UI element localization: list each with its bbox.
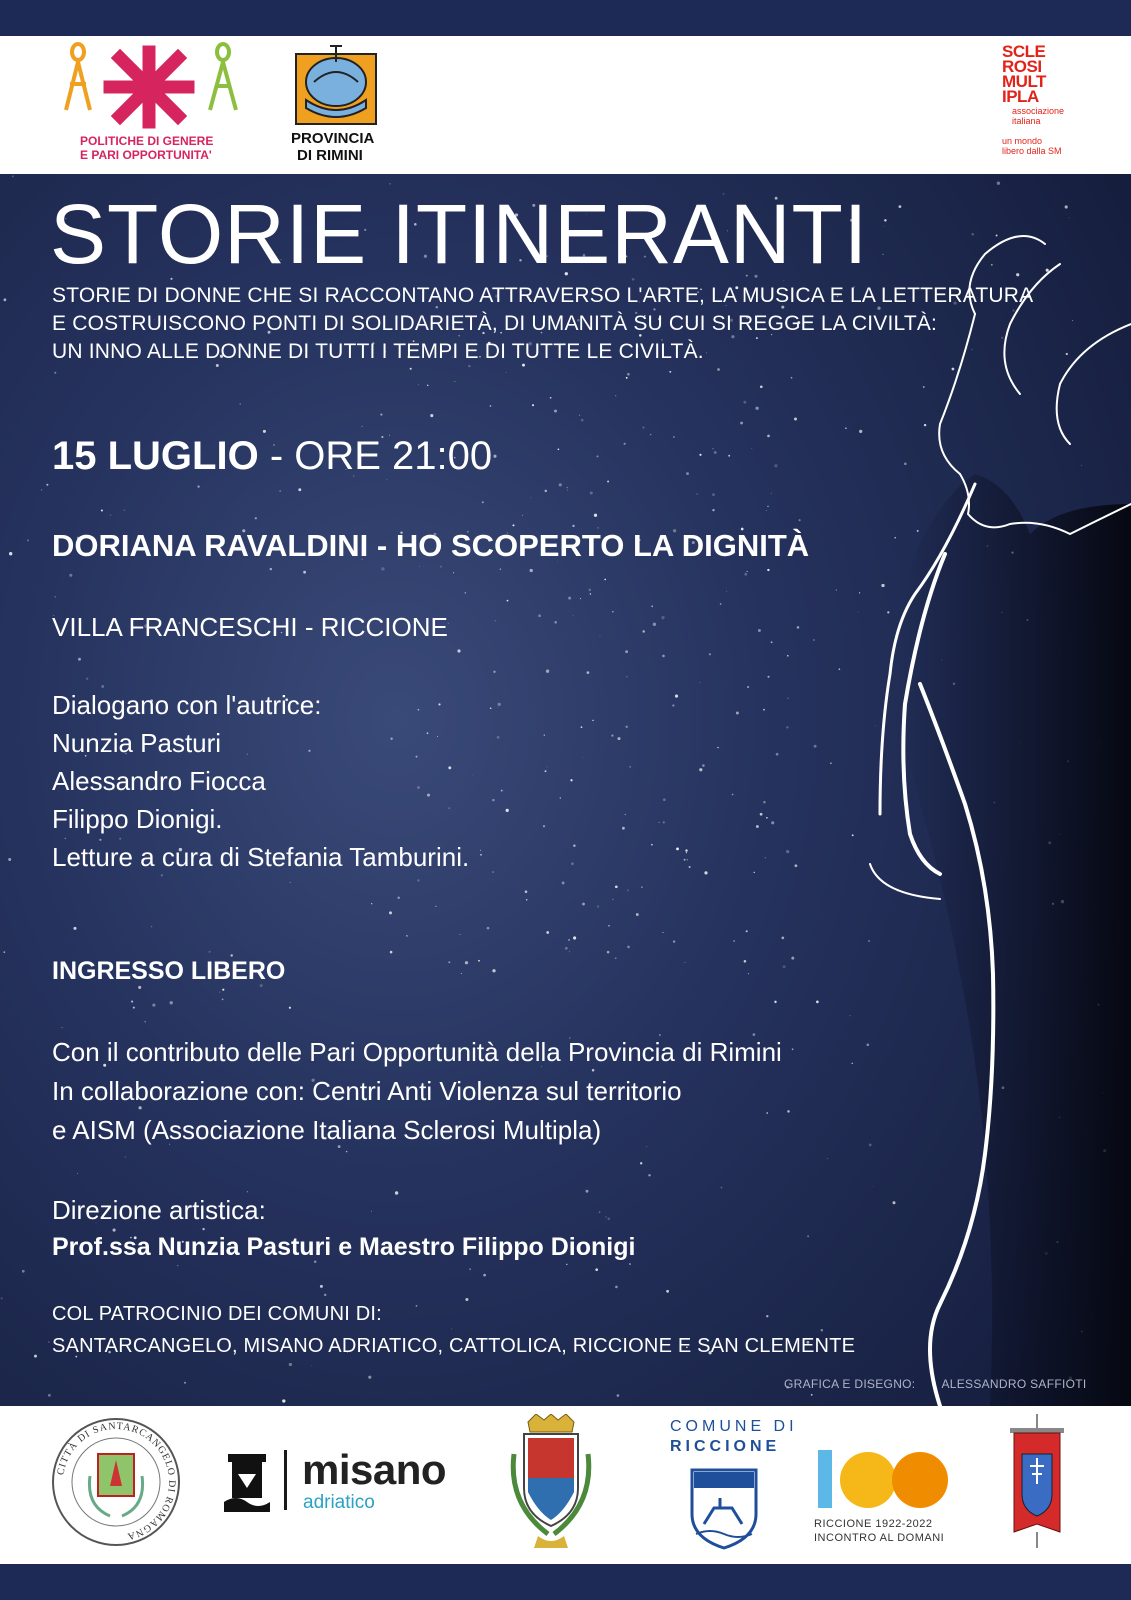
riccione-line-1: COMUNE DI <box>670 1418 798 1435</box>
santarcangelo-ring-text: CITTÀ DI SANTARCANGELO DI ROMAGNA <box>55 1420 178 1542</box>
aism-assoc-1: associazione <box>1012 106 1065 116</box>
female-figure-icon <box>66 44 90 110</box>
riccione-centenary-logo <box>812 1442 952 1512</box>
aism-word-4: IPLA <box>1002 87 1039 106</box>
aism-word-1: SCLE <box>1002 42 1046 61</box>
santarcangelo-seal <box>50 1416 182 1548</box>
header-logo-bar <box>0 36 1131 174</box>
aism-word-3: MULT <box>1002 72 1046 91</box>
provincia-rimini-emblem-icon <box>294 42 378 126</box>
contrib-line-1: Con il contributo delle Pari Opportunità della Provincia di Rimini <box>52 1037 782 1067</box>
entry-free: INGRESSO LIBERO <box>52 957 286 985</box>
riccione-line-2: RICCIONE <box>670 1438 781 1455</box>
direction-label: Direzione artistica: <box>52 1195 266 1225</box>
pari-opportunita-logo <box>58 40 248 130</box>
footer-logo-bar <box>0 1406 1131 1564</box>
politiche-label-1: POLITICHE DI GENERE <box>80 134 214 148</box>
misano-divider <box>284 1450 287 1510</box>
page-title: STORIE ITINERANTI <box>50 187 869 281</box>
cattolica-crest-icon <box>508 1414 594 1554</box>
event-date-time: - ORE 21:00 <box>258 434 493 478</box>
politiche-label-2: E PARI OPPORTUNITA' <box>80 148 212 162</box>
dialogue-line-2: Nunzia Pasturi <box>52 728 222 758</box>
dialogue-line-1: Dialogano con l'autrice: <box>52 690 322 720</box>
aism-assoc-2: italiana <box>1012 116 1041 126</box>
graphic-credit-name: ALESSANDRO SAFFIOTI <box>941 1377 1087 1391</box>
male-figure-icon <box>210 44 236 110</box>
event-title: DORIANA RAVALDINI - HO SCOPERTO LA DIGNITÀ <box>52 528 810 563</box>
contrib-line-3: e AISM (Associazione Italiana Sclerosi Multipla) <box>52 1115 602 1145</box>
subtitle-line-1: STORIE DI DONNE CHE SI RACCONTANO ATTRAVERSO L'ARTE, LA MUSICA E LA LETTERATURA <box>52 284 1034 307</box>
riccione-shield-icon <box>690 1468 758 1550</box>
provincia-label-2: DI RIMINI <box>297 147 363 164</box>
centenary-line-2: INCONTRO AL DOMANI <box>814 1532 945 1544</box>
aism-tag-1: un mondo <box>1002 136 1043 146</box>
aism-word-2: ROSI <box>1002 57 1042 76</box>
misano-tower-icon <box>224 1452 270 1512</box>
patronage-line-2: SANTARCANGELO, MISANO ADRIATICO, CATTOLICA, RICCIONE E SAN CLEMENTE <box>52 1335 856 1357</box>
provincia-label-1: PROVINCIA <box>291 130 375 147</box>
direction-names: Prof.ssa Nunzia Pasturi e Maestro Filippo Dionigi <box>52 1233 636 1261</box>
centenary-line-1: RICCIONE 1922-2022 <box>814 1518 933 1530</box>
subtitle-line-3: UN INNO ALLE DONNE DI TUTTI I TEMPI E DI TUTTE LE CIVILTÀ. <box>52 340 704 363</box>
top-strip <box>0 0 1131 36</box>
venue: VILLA FRANCESCHI - RICCIONE <box>52 612 448 642</box>
graphic-credit-label: GRAFICA E DISEGNO: <box>784 1377 916 1391</box>
contrib-line-2: In collaborazione con: Centri Anti Violenza sul territorio <box>52 1076 682 1106</box>
pari-star-icon <box>110 52 188 122</box>
dialogue-line-3: Alessandro Fiocca <box>52 766 266 796</box>
san-clemente-gonfalone-icon <box>1008 1414 1066 1554</box>
misano-name: misano <box>302 1446 447 1493</box>
misano-sub: adriatico <box>303 1492 375 1513</box>
event-date-day: 15 LUGLIO <box>52 434 259 478</box>
dialogue-line-5: Letture a cura di Stefania Tamburini. <box>52 842 470 872</box>
bottom-strip <box>0 1564 1131 1600</box>
aism-tag-2: libero dalla SM <box>1002 146 1062 156</box>
aism-logo <box>1002 44 1082 156</box>
graphic-credit <box>784 1377 1087 1391</box>
subtitle-line-2: E COSTRUISCONO PONTI DI SOLIDARIETÀ, DI UMANITÀ SU CUI SI REGGE LA CIVILTÀ: <box>52 312 938 335</box>
dialogue-line-4: Filippo Dionigi. <box>52 804 223 834</box>
event-date <box>52 434 492 479</box>
patronage-line-1: COL PATROCINIO DEI COMUNI DI: <box>52 1303 382 1325</box>
